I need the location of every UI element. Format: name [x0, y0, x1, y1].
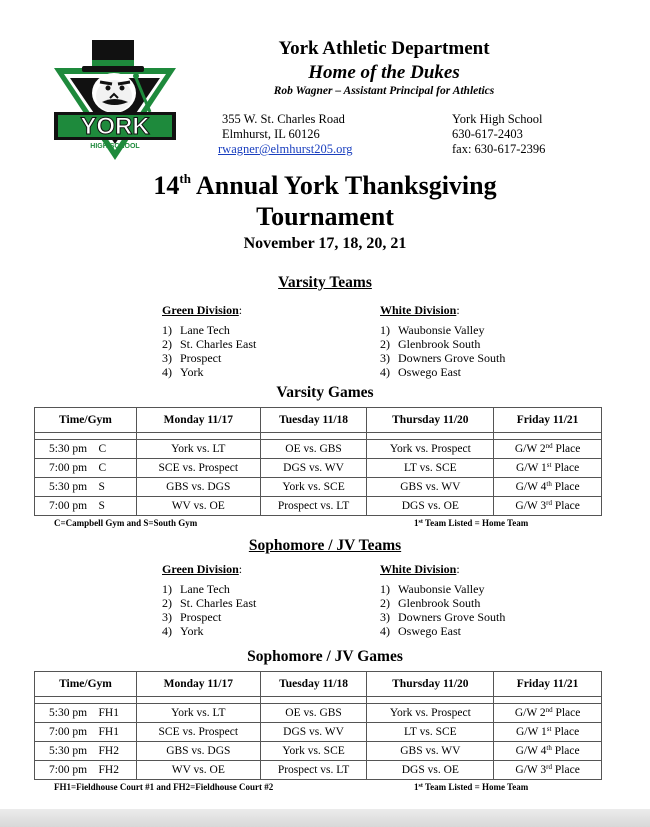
list-item: 3) Downers Grove South [380, 610, 506, 624]
column-header: Thursday 11/20 [367, 408, 494, 433]
school-contact [452, 112, 545, 157]
address-city: Elmhurst, IL 60126 [222, 127, 320, 141]
list-item: 4) Oswego East [380, 365, 461, 379]
table-spacer [35, 433, 602, 440]
time-gym-cell: 7:00 pm S [35, 497, 137, 516]
game-cell: WV vs. OE [136, 761, 260, 780]
email-link[interactable]: rwagner@elmhurst205.org [218, 142, 353, 156]
table-row [35, 478, 602, 497]
column-header: Tuesday 11/18 [260, 408, 367, 433]
sophomore-teams-heading: Sophomore / JV Teams [248, 537, 402, 554]
game-cell: DGS vs. WV [260, 723, 367, 742]
list-item: 1) Lane Tech [162, 323, 230, 337]
list-item: 3) Downers Grove South [380, 351, 506, 365]
column-header: Monday 11/17 [136, 408, 260, 433]
game-cell: OE vs. GBS [260, 704, 367, 723]
mailing-address [218, 112, 353, 157]
time-gym-cell: 7:00 pm C [35, 459, 137, 478]
game-cell: SCE vs. Prospect [136, 723, 260, 742]
logo-subtext: HIGH SCHOOL [90, 143, 140, 150]
varsity-green-division: Green Division: 1) Lane Tech 2) St. Charles East 3) Prospect 4) York [162, 303, 257, 379]
list-item: 4) York [162, 624, 204, 638]
column-header: Time/Gym [35, 672, 137, 697]
game-cell: G/W 4th Place [494, 742, 602, 761]
tournament-title [0, 170, 650, 232]
table-header-row [35, 672, 602, 697]
list-item: 1) Lane Tech [162, 582, 230, 596]
list-item: 3) Prospect [162, 351, 222, 365]
column-header: Tuesday 11/18 [260, 672, 367, 697]
game-cell: DGS vs. OE [367, 761, 494, 780]
game-cell: G/W 2nd Place [494, 440, 602, 459]
table-row [35, 761, 602, 780]
table-row [35, 497, 602, 516]
table-header-row [35, 408, 602, 433]
game-cell: York vs. SCE [260, 742, 367, 761]
game-cell: OE vs. GBS [260, 440, 367, 459]
game-cell: LT vs. SCE [367, 459, 494, 478]
school-phone: 630-617-2403 [452, 127, 523, 141]
game-cell: DGS vs. OE [367, 497, 494, 516]
game-cell: WV vs. OE [136, 497, 260, 516]
game-cell: DGS vs. WV [260, 459, 367, 478]
table-row [35, 704, 602, 723]
list-item: 1) Waubonsie Valley [380, 323, 485, 337]
game-cell: G/W 3rd Place [494, 497, 602, 516]
time-gym-cell: 7:00 pm FH1 [35, 723, 137, 742]
list-item: 3) Prospect [162, 610, 222, 624]
game-cell: York vs. LT [136, 440, 260, 459]
sophomore-green-division: Green Division: 1) Lane Tech 2) St. Charles East 3) Prospect 4) York [162, 562, 257, 638]
column-header: Friday 11/21 [494, 408, 602, 433]
varsity-games-heading: Varsity Games [276, 384, 374, 401]
column-header: Thursday 11/20 [367, 672, 494, 697]
page-bottom-edge [0, 809, 650, 827]
varsity-schedule-table [34, 407, 602, 516]
game-cell: GBS vs. WV [367, 478, 494, 497]
sophomore-white-division: White Division: 1) Waubonsie Valley 2) Glenbrook South 3) Downers Grove South 4) Oswego East [380, 562, 506, 638]
athletic-director: Rob Wagner – Assistant Principal for Athletics [273, 85, 495, 97]
list-item: 2) St. Charles East [162, 596, 257, 610]
department-name: York Athletic Department [278, 38, 490, 59]
school-fax: fax: 630-617-2396 [452, 142, 546, 156]
varsity-home-team-note: 1st Team Listed = Home Team [414, 518, 529, 528]
game-cell: LT vs. SCE [367, 723, 494, 742]
game-cell: York vs. LT [136, 704, 260, 723]
sophomore-home-team-note: 1st Team Listed = Home Team [414, 782, 529, 792]
game-cell: York vs. Prospect [367, 440, 494, 459]
title-line-1: 14th Annual York Thanksgiving [153, 171, 497, 200]
title-line-2: Tournament [256, 202, 394, 231]
tournament-dates: November 17, 18, 20, 21 [243, 235, 407, 252]
list-item: 2) St. Charles East [162, 337, 257, 351]
game-cell: G/W 3rd Place [494, 761, 602, 780]
sophomore-games-heading: Sophomore / JV Games [247, 648, 403, 665]
table-row [35, 440, 602, 459]
address-street: 355 W. St. Charles Road [222, 112, 345, 126]
game-cell: G/W 1st Place [494, 459, 602, 478]
game-cell: GBS vs. DGS [136, 742, 260, 761]
game-cell: GBS vs. DGS [136, 478, 260, 497]
varsity-teams-heading: Varsity Teams [278, 274, 372, 291]
letterhead [0, 0, 650, 165]
table-row [35, 742, 602, 761]
table-row [35, 459, 602, 478]
game-cell: Prospect vs. LT [260, 761, 367, 780]
varsity-gym-legend: C=Campbell Gym and S=South Gym [54, 518, 198, 528]
sophomore-court-legend: FH1=Fieldhouse Court #1 and FH2=Fieldhouse Court #2 [54, 782, 274, 792]
game-cell: York vs. Prospect [367, 704, 494, 723]
time-gym-cell: 5:30 pm C [35, 440, 137, 459]
game-cell: York vs. SCE [260, 478, 367, 497]
column-header: Friday 11/21 [494, 672, 602, 697]
list-item: 4) York [162, 365, 204, 379]
time-gym-cell: 5:30 pm FH1 [35, 704, 137, 723]
table-spacer [35, 697, 602, 704]
school-name: York High School [452, 112, 543, 126]
game-cell: GBS vs. WV [367, 742, 494, 761]
time-gym-cell: 5:30 pm FH2 [35, 742, 137, 761]
column-header: Monday 11/17 [136, 672, 260, 697]
york-dukes-logo [52, 38, 178, 162]
list-item: 2) Glenbrook South [380, 596, 481, 610]
time-gym-cell: 5:30 pm S [35, 478, 137, 497]
table-row [35, 723, 602, 742]
list-item: 4) Oswego East [380, 624, 461, 638]
game-cell: G/W 2nd Place [494, 704, 602, 723]
list-item: 2) Glenbrook South [380, 337, 481, 351]
game-cell: Prospect vs. LT [260, 497, 367, 516]
game-cell: G/W 4th Place [494, 478, 602, 497]
game-cell: SCE vs. Prospect [136, 459, 260, 478]
sophomore-schedule-table [34, 671, 602, 780]
list-item: 1) Waubonsie Valley [380, 582, 485, 596]
logo-wordmark: YORK [80, 113, 150, 140]
column-header: Time/Gym [35, 408, 137, 433]
time-gym-cell: 7:00 pm FH2 [35, 761, 137, 780]
department-tagline: Home of the Dukes [308, 62, 460, 83]
game-cell: G/W 1st Place [494, 723, 602, 742]
varsity-white-division: White Division: 1) Waubonsie Valley 2) Glenbrook South 3) Downers Grove South 4) Oswego East [380, 303, 506, 379]
